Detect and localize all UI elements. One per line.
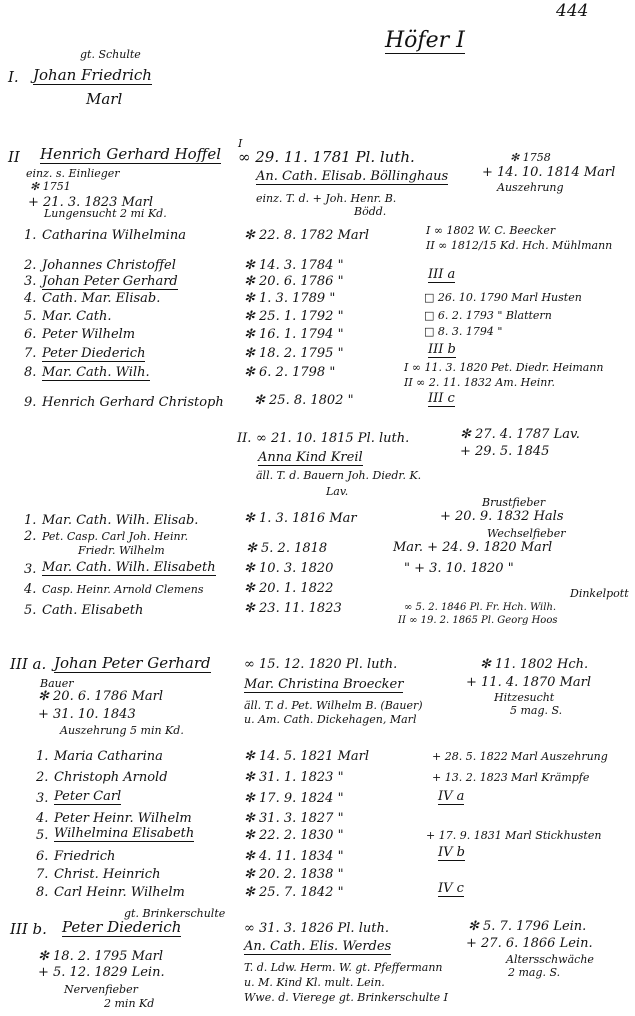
child-name: Peter Carl: [54, 789, 122, 804]
list-item: 4.: [24, 291, 37, 306]
child-birth: ✻ 4. 11. 1834 ": [244, 849, 344, 864]
child-birth: ✻ 16. 1. 1794 ": [244, 327, 344, 342]
gen3a-marriage: ∞ 15. 12. 1820 Pl. luth.: [244, 657, 398, 672]
child-name: Mar. Cath. Wilh. Elisab.: [42, 513, 199, 528]
child-note: + 28. 5. 1822 Marl Auszehrung: [432, 750, 608, 763]
marriage2-spouse-death: + 29. 5. 1845: [460, 444, 550, 459]
child-note: □ 6. 2. 1793 " Blattern: [424, 309, 552, 322]
child-birth: ✻ 22. 8. 1782 Marl: [244, 228, 370, 243]
gen3b-death-note: Nervenfieber: [64, 983, 138, 996]
list-item: 3.: [24, 274, 37, 289]
child-name: Mar. Cath.: [42, 309, 112, 324]
child-name: Henrich Gerhard Christoph: [42, 395, 224, 410]
gen1-place: Marl: [86, 90, 123, 108]
page-title: Höfer I: [385, 28, 465, 53]
gen3a-death: + 31. 10. 1843: [38, 707, 136, 722]
gen3a-spouse-death-note2: 5 mag. S.: [510, 704, 563, 717]
marriage2-parents: äll. T. d. Bauern Joh. Diedr. K.: [256, 469, 422, 482]
list-item: 4.: [24, 582, 37, 597]
list-item: 1.: [36, 749, 49, 764]
child-birth: ✻ 31. 1. 1823 ": [244, 770, 344, 785]
spouse1-death-note: Auszehrung: [497, 181, 564, 194]
child-note: Mar. + 24. 9. 1820 Marl: [393, 540, 553, 555]
marriage2-mark: II.: [237, 431, 252, 446]
child-name: Friedrich: [54, 849, 116, 864]
list-item: 4.: [36, 811, 49, 826]
child-name: Mar. Cath. Wilh.: [42, 365, 150, 380]
child-note: III c: [428, 391, 455, 406]
list-item: 1.: [24, 513, 37, 528]
child-name: Peter Heinr. Wilhelm: [54, 811, 192, 826]
spouse1-death: + 14. 10. 1814 Marl: [482, 165, 616, 180]
child-name: Johannes Christoffel: [42, 258, 176, 273]
child-birth: ✻ 5. 2. 1818: [246, 541, 328, 556]
child-note: " + 3. 10. 1820 ": [404, 561, 514, 576]
child-note: □ 26. 10. 1790 Marl Husten: [424, 291, 582, 304]
gen3a-birth: ✻ 20. 6. 1786 Marl: [38, 689, 164, 704]
list-item: 7.: [36, 867, 49, 882]
child-name: Christoph Arnold: [54, 770, 168, 785]
child-note-above: Wechselfieber: [487, 527, 566, 540]
child-birth: ✻ 18. 2. 1795 ": [244, 346, 344, 361]
marriage2-spouse-birth: ✻ 27. 4. 1787 Lav.: [460, 427, 580, 442]
gen3b-spouse-parents: T. d. Ldw. Herm. W. gt. Pfeffermann: [244, 961, 443, 974]
list-item: 7.: [24, 346, 37, 361]
child-birth: ✻ 14. 5. 1821 Marl: [244, 749, 370, 764]
gen2-death-note: Lungensucht 2 mi Kd.: [44, 207, 167, 220]
gen3b-birth: ✻ 18. 2. 1795 Marl: [38, 949, 164, 964]
child-note: III b: [428, 342, 456, 357]
gen3b-roman: III b.: [10, 920, 47, 938]
gen2-birth: ✻ 1751: [30, 180, 71, 193]
child-note: I ∞ 11. 3. 1820 Pet. Diedr. Heimann: [404, 361, 604, 374]
gen3b-spouse-death: + 27. 6. 1866 Lein.: [466, 936, 593, 951]
list-item: 5.: [24, 603, 37, 618]
child-note2: II ∞ 19. 2. 1865 Pl. Georg Hoos: [398, 615, 558, 626]
child-note: IV b: [438, 845, 465, 860]
child-birth: ✻ 25. 7. 1842 ": [244, 885, 344, 900]
child-name2: Friedr. Wilhelm: [78, 544, 165, 557]
child-note: ∞ 5. 2. 1846 Pl. Fr. Hch. Wilh.: [404, 602, 557, 613]
gen3b-marriage: ∞ 31. 3. 1826 Pl. luth.: [244, 921, 389, 936]
child-note2: II ∞ 2. 11. 1832 Am. Heinr.: [404, 376, 555, 389]
child-birth: ✻ 20. 1. 1822: [244, 581, 334, 596]
gen3b-death: + 5. 12. 1829 Lein.: [38, 965, 165, 980]
child-note-above: Dinkelpott: [570, 587, 629, 600]
gen2-death: + 21. 3. 1823 Marl: [28, 195, 154, 210]
gen3a-spouse-death: + 11. 4. 1870 Marl: [466, 675, 592, 690]
list-item: 2.: [24, 529, 37, 544]
gen3a-death-note: Auszehrung 5 min Kd.: [60, 724, 184, 737]
marriage2-parents2: Lav.: [326, 485, 349, 498]
gen3a-spouse-parents: äll. T. d. Pet. Wilhelm B. (Bauer): [244, 699, 423, 712]
child-name: Johan Peter Gerhard: [42, 274, 178, 289]
gen3b-death-note2: 2 min Kd: [104, 997, 155, 1010]
child-note2: II ∞ 1812/15 Kd. Hch. Mühlmann: [426, 239, 613, 252]
list-item: 6.: [24, 327, 37, 342]
child-name: Maria Catharina: [54, 749, 163, 764]
gen3b-spouse-death-note: Altersschwäche: [506, 953, 594, 966]
child-birth: ✻ 25. 8. 1802 ": [254, 393, 354, 408]
child-name: Carl Heinr. Wilhelm: [54, 885, 185, 900]
spouse1-parents2: Bödd.: [354, 205, 387, 218]
gen3a-occupation: Bauer: [40, 677, 74, 690]
gen3b-name: Peter Diederich: [62, 918, 182, 936]
gen1-name: Johan Friedrich: [33, 66, 152, 84]
gen3b-note: gt. Brinkerschulte: [124, 907, 226, 920]
child-note: I ∞ 1802 W. C. Beecker: [426, 224, 556, 237]
list-item: 2.: [36, 770, 49, 785]
child-birth: ✻ 31. 3. 1827 ": [244, 811, 344, 826]
gen3a-spouse-parents2: u. Am. Cath. Dickehagen, Marl: [244, 713, 417, 726]
child-name: Catharina Wilhelmina: [42, 228, 186, 243]
gen3b-spouse-parents3: Wwe. d. Vierege gt. Brinkerschulte I: [244, 991, 448, 1004]
list-item: 6.: [36, 849, 49, 864]
marriage2-line: ∞ 21. 10. 1815 Pl. luth.: [256, 431, 410, 446]
child-note: + 17. 9. 1831 Marl Stickhusten: [426, 829, 602, 842]
child-note: + 20. 9. 1832 Hals: [440, 509, 564, 524]
marriage2-spouse: Anna Kind Kreil: [258, 450, 363, 465]
child-birth: ✻ 14. 3. 1784 ": [244, 258, 344, 273]
list-item: 5.: [24, 309, 37, 324]
child-birth: ✻ 25. 1. 1792 ": [244, 309, 344, 324]
list-item: 1.: [24, 228, 37, 243]
list-item: 3.: [24, 562, 37, 577]
child-name: Peter Diederich: [42, 346, 146, 361]
child-note-above: Brustfieber: [482, 496, 546, 509]
child-birth: ✻ 22. 2. 1830 ": [244, 828, 344, 843]
gen2-roman: II: [8, 148, 20, 166]
child-birth: ✻ 20. 6. 1786 ": [244, 274, 344, 289]
child-name: Casp. Heinr. Arnold Clemens: [42, 583, 204, 596]
spouse1-birth: ✻ 1758: [510, 151, 551, 164]
child-note: IV c: [438, 881, 464, 896]
child-name: Wilhelmina Elisabeth: [54, 826, 195, 841]
child-name: Pet. Casp. Carl Joh. Heinr.: [42, 530, 189, 543]
child-name: Cath. Elisabeth: [42, 603, 144, 618]
child-birth: ✻ 6. 2. 1798 ": [244, 365, 336, 380]
gen3a-spouse: Mar. Christina Broecker: [244, 677, 404, 692]
gen3b-spouse-birth: ✻ 5. 7. 1796 Lein.: [468, 919, 587, 934]
child-note: □ 8. 3. 1794 ": [424, 325, 503, 338]
child-note: III a: [428, 267, 456, 282]
child-birth: ✻ 23. 11. 1823: [244, 601, 342, 616]
list-item: 2.: [24, 258, 37, 273]
child-note: + 13. 2. 1823 Marl Krämpfe: [432, 771, 590, 784]
child-note: IV a: [438, 789, 465, 804]
child-name: Mar. Cath. Wilh. Elisabeth: [42, 560, 216, 575]
gen3a-spouse-death-note: Hitzesucht: [494, 691, 555, 704]
gen3a-roman: III a.: [10, 655, 47, 673]
gen1-roman: I.: [8, 68, 19, 86]
gen2-name: Henrich Gerhard Hoffel: [40, 145, 222, 163]
list-item: 5.: [36, 828, 49, 843]
spouse1-name: An. Cath. Elisab. Böllinghaus: [256, 169, 449, 184]
gen3a-name: Johan Peter Gerhard: [54, 654, 211, 672]
child-birth: ✻ 1. 3. 1816 Mar: [244, 511, 357, 526]
gen3b-spouse-death-note2: 2 mag. S.: [508, 966, 561, 979]
child-birth: ✻ 20. 2. 1838 ": [244, 867, 344, 882]
child-birth: ✻ 10. 3. 1820: [244, 561, 334, 576]
child-name: Christ. Heinrich: [54, 867, 161, 882]
gen3b-spouse-parents2: u. M. Kind Kl. mult. Lein.: [244, 976, 385, 989]
marriage1-line: ∞ 29. 11. 1781 Pl. luth.: [238, 148, 415, 166]
list-item: 9.: [24, 395, 37, 410]
list-item: 3.: [36, 791, 49, 806]
list-item: 8.: [24, 365, 37, 380]
child-name: Cath. Mar. Elisab.: [42, 291, 161, 306]
child-birth: ✻ 17. 9. 1824 ": [244, 791, 344, 806]
gen1-note: gt. Schulte: [80, 48, 141, 61]
page-number: 444: [556, 1, 589, 21]
marriage1-mark: I: [238, 137, 243, 150]
gen2-note1: einz. s. Einlieger: [26, 167, 120, 180]
gen3a-spouse-birth: ✻ 11. 1802 Hch.: [480, 657, 589, 672]
gen3b-spouse: An. Cath. Elis. Werdes: [244, 939, 392, 954]
child-name: Peter Wilhelm: [42, 327, 136, 342]
child-birth: ✻ 1. 3. 1789 ": [244, 291, 336, 306]
spouse1-parents: einz. T. d. + Joh. Henr. B.: [256, 192, 397, 205]
list-item: 8.: [36, 885, 49, 900]
